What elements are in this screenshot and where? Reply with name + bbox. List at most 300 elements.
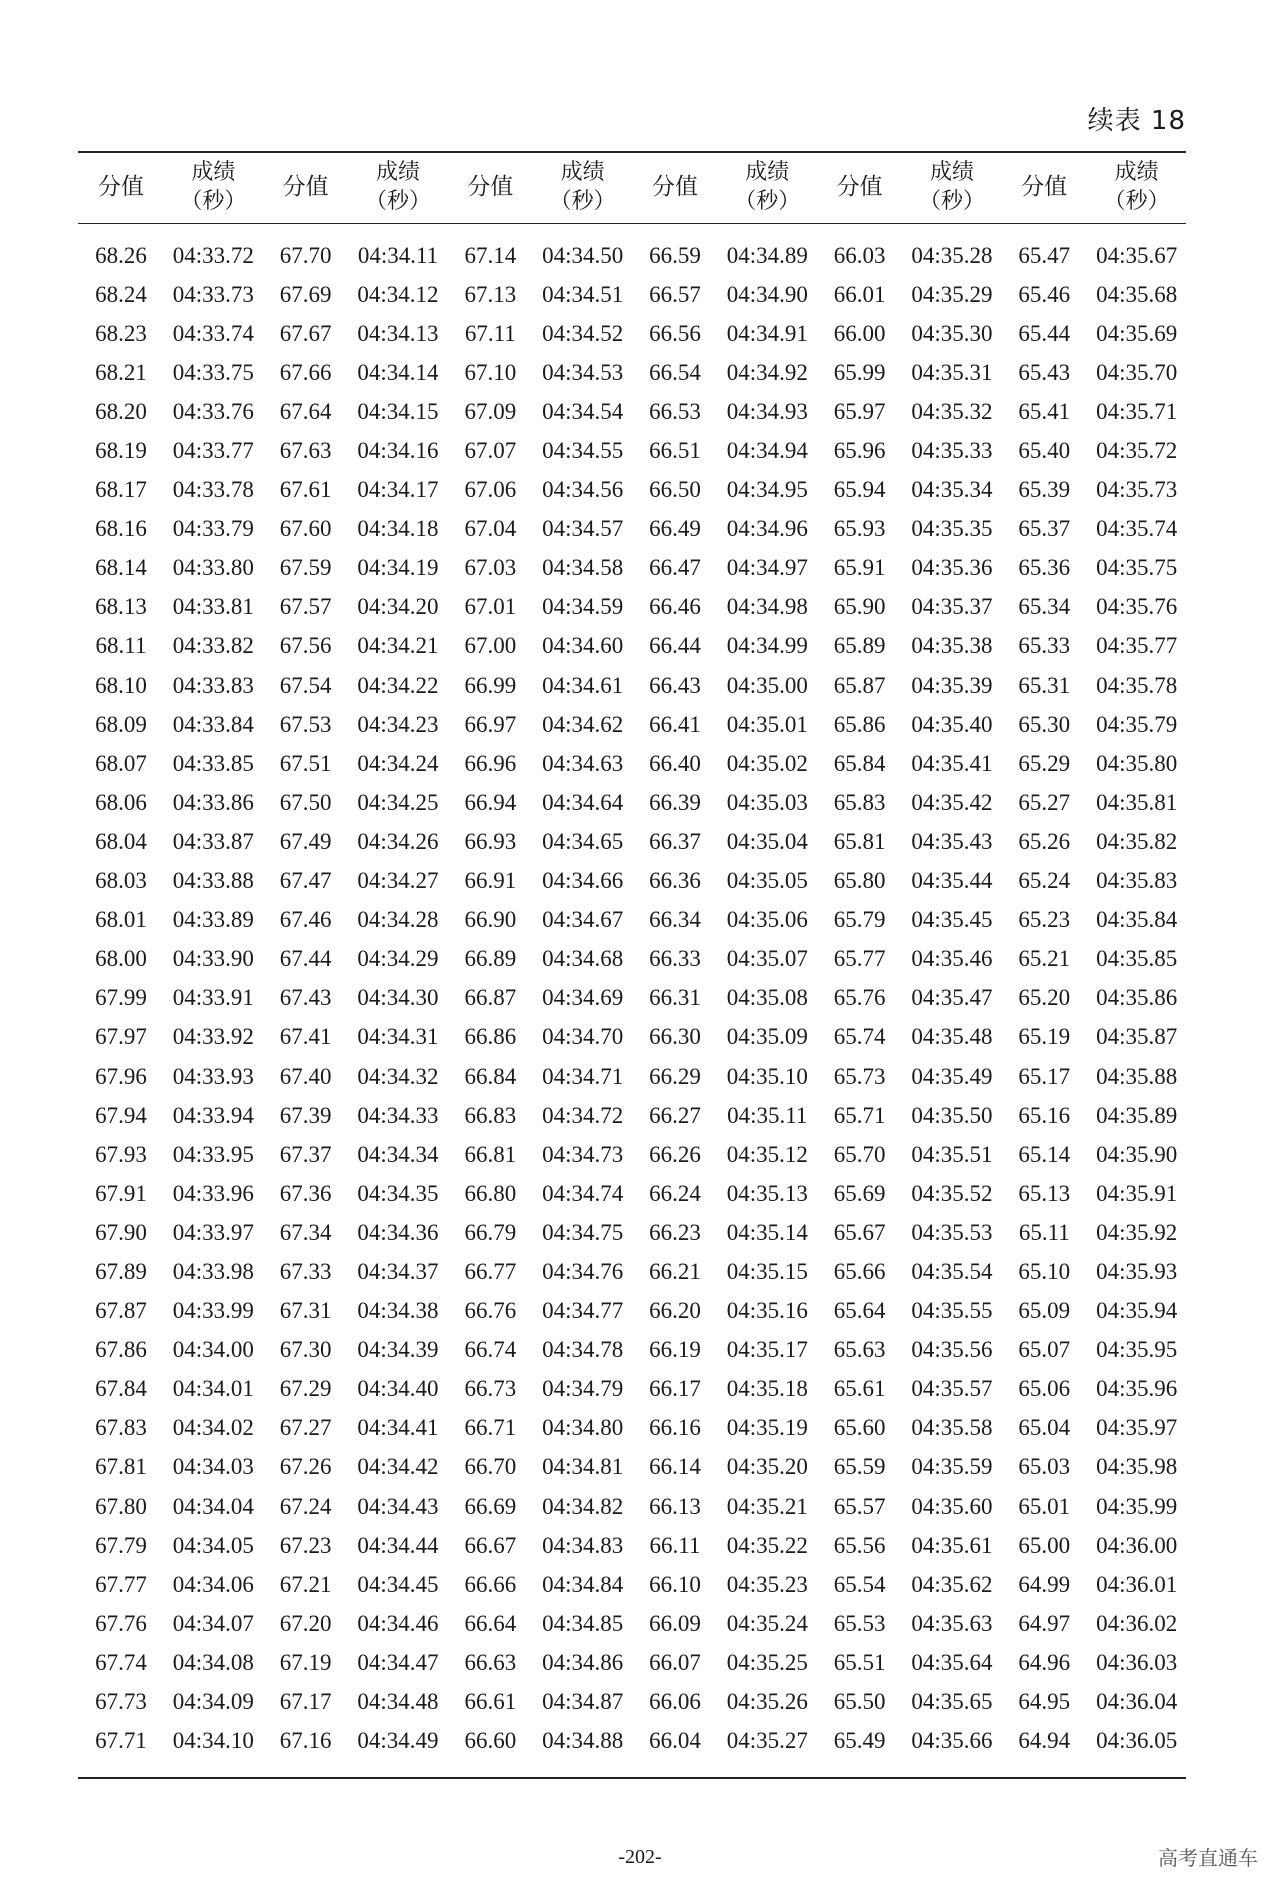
header-time-label: 成绩	[929, 160, 974, 186]
score-cell: 66.57	[649, 281, 701, 307]
score-cell: 65.71	[833, 1102, 886, 1128]
table-row	[78, 901, 1186, 940]
table-row	[78, 1135, 1186, 1174]
time-cell: 04:33.83	[172, 672, 254, 698]
time-cell: 04:35.59	[911, 1454, 993, 1480]
time-cell: 04:34.59	[542, 594, 624, 620]
time-cell: 04:34.39	[357, 1337, 439, 1363]
score-cell: 66.27	[649, 1102, 701, 1128]
score-cell: 66.60	[464, 1728, 517, 1754]
time-cell: 04:35.29	[911, 281, 993, 307]
score-cell: 67.17	[279, 1689, 332, 1715]
time-cell: 04:33.73	[172, 281, 254, 307]
score-cell: 65.64	[833, 1298, 886, 1324]
score-cell: 66.31	[649, 985, 701, 1011]
score-table	[78, 151, 1186, 1779]
score-cell: 67.97	[95, 1024, 147, 1050]
score-cell: 66.17	[649, 1376, 701, 1402]
table-row	[78, 822, 1186, 861]
score-cell: 67.80	[95, 1493, 147, 1519]
time-cell: 04:36.00	[1096, 1532, 1178, 1558]
score-cell: 66.97	[464, 711, 517, 737]
header-time	[1087, 152, 1186, 224]
table-row	[78, 1604, 1186, 1643]
table-row	[78, 471, 1186, 510]
score-cell: 66.26	[649, 1141, 701, 1167]
score-cell: 65.73	[833, 1063, 886, 1089]
score-cell: 65.99	[833, 359, 886, 385]
time-cell: 04:35.02	[726, 750, 808, 776]
time-cell: 04:35.12	[726, 1141, 808, 1167]
score-cell: 67.83	[95, 1415, 147, 1441]
score-cell: 66.07	[649, 1649, 701, 1675]
score-cell: 65.27	[1018, 789, 1071, 815]
time-cell: 04:34.21	[357, 633, 439, 659]
time-cell: 04:35.93	[1096, 1258, 1178, 1284]
time-cell: 04:35.20	[726, 1454, 808, 1480]
score-cell: 67.37	[279, 1141, 332, 1167]
time-cell: 04:35.07	[726, 946, 808, 972]
score-cell: 66.49	[649, 516, 701, 542]
page-number: -202-	[618, 1846, 662, 1868]
table-row	[78, 1252, 1186, 1291]
time-cell: 04:34.29	[357, 946, 439, 972]
score-cell: 65.80	[833, 868, 886, 894]
score-cell: 66.01	[833, 281, 886, 307]
time-cell: 04:35.91	[1096, 1180, 1178, 1206]
score-cell: 67.19	[279, 1649, 332, 1675]
header-score: 分值	[836, 174, 883, 201]
table-caption: 续表 18	[1087, 106, 1186, 136]
time-cell: 04:35.98	[1096, 1454, 1178, 1480]
time-cell: 04:35.92	[1096, 1219, 1178, 1245]
score-cell: 65.41	[1018, 398, 1071, 424]
time-cell: 04:34.65	[542, 828, 624, 854]
time-cell: 04:34.91	[726, 320, 808, 346]
score-cell: 66.11	[649, 1532, 701, 1558]
time-cell: 04:34.33	[357, 1102, 439, 1128]
time-cell: 04:35.62	[911, 1571, 993, 1597]
time-cell: 04:34.23	[357, 711, 439, 737]
score-cell: 67.57	[279, 594, 332, 620]
score-cell: 65.29	[1018, 750, 1071, 776]
score-cell: 65.70	[833, 1141, 886, 1167]
table-row	[78, 1526, 1186, 1565]
time-cell: 04:34.00	[172, 1337, 254, 1363]
time-cell: 04:34.38	[357, 1298, 439, 1324]
score-cell: 67.41	[279, 1024, 332, 1050]
score-cell: 67.66	[279, 359, 332, 385]
score-cell: 65.33	[1018, 633, 1071, 659]
score-cell: 66.23	[649, 1219, 701, 1245]
time-cell: 04:34.13	[357, 320, 439, 346]
time-cell: 04:34.57	[542, 516, 624, 542]
score-cell: 66.33	[649, 946, 701, 972]
time-cell: 04:34.14	[357, 359, 439, 385]
score-cell: 65.03	[1018, 1454, 1071, 1480]
time-cell: 04:34.19	[357, 555, 439, 581]
time-cell: 04:35.48	[911, 1024, 993, 1050]
score-cell: 65.91	[833, 555, 886, 581]
score-cell: 66.71	[464, 1415, 517, 1441]
time-cell: 04:34.01	[172, 1376, 254, 1402]
score-cell: 65.06	[1018, 1376, 1071, 1402]
score-cell: 65.24	[1018, 868, 1071, 894]
score-cell: 66.59	[649, 242, 701, 268]
header-row	[78, 152, 1186, 224]
score-cell: 65.44	[1018, 320, 1071, 346]
table-row	[78, 353, 1186, 392]
score-cell: 68.14	[95, 555, 147, 581]
score-cell: 65.13	[1018, 1180, 1071, 1206]
time-cell: 04:33.84	[172, 711, 254, 737]
score-cell: 65.46	[1018, 281, 1071, 307]
time-cell: 04:34.52	[542, 320, 624, 346]
time-cell: 04:34.43	[357, 1493, 439, 1519]
time-cell: 04:35.14	[726, 1219, 808, 1245]
time-cell: 04:35.43	[911, 828, 993, 854]
time-cell: 04:35.66	[911, 1728, 993, 1754]
time-cell: 04:33.91	[172, 985, 254, 1011]
score-cell: 65.31	[1018, 672, 1071, 698]
score-cell: 67.24	[279, 1493, 332, 1519]
time-cell: 04:35.80	[1096, 750, 1178, 776]
time-cell: 04:34.78	[542, 1337, 624, 1363]
score-cell: 66.64	[464, 1610, 517, 1636]
time-cell: 04:34.92	[726, 359, 808, 385]
time-cell: 04:35.08	[726, 985, 808, 1011]
score-cell: 67.20	[279, 1610, 332, 1636]
score-cell: 67.71	[95, 1728, 147, 1754]
score-cell: 65.97	[833, 398, 886, 424]
score-cell: 67.10	[464, 359, 517, 385]
header-score: 分值	[651, 174, 698, 201]
score-cell: 66.90	[464, 907, 517, 933]
score-cell: 66.21	[649, 1258, 701, 1284]
time-cell: 04:33.90	[172, 946, 254, 972]
score-cell: 66.16	[649, 1415, 701, 1441]
time-cell: 04:35.50	[911, 1102, 993, 1128]
time-cell: 04:35.32	[911, 398, 993, 424]
time-cell: 04:34.20	[357, 594, 439, 620]
score-cell: 66.94	[464, 789, 517, 815]
table-row	[78, 431, 1186, 470]
score-cell: 67.47	[279, 868, 332, 894]
score-cell: 66.29	[649, 1063, 701, 1089]
time-cell: 04:34.82	[542, 1493, 624, 1519]
score-cell: 66.76	[464, 1298, 517, 1324]
score-cell: 66.00	[833, 320, 886, 346]
time-cell: 04:35.51	[911, 1141, 993, 1167]
time-cell: 04:35.00	[726, 672, 808, 698]
score-cell: 66.63	[464, 1649, 517, 1675]
table-row	[78, 1682, 1186, 1721]
time-cell: 04:33.98	[172, 1258, 254, 1284]
score-cell: 66.74	[464, 1337, 517, 1363]
table-row	[78, 510, 1186, 549]
time-cell: 04:34.98	[726, 594, 808, 620]
time-cell: 04:34.83	[542, 1532, 624, 1558]
time-cell: 04:34.15	[357, 398, 439, 424]
time-cell: 04:35.35	[911, 516, 993, 542]
score-cell: 65.67	[833, 1219, 886, 1245]
time-cell: 04:33.96	[172, 1180, 254, 1206]
time-cell: 04:35.17	[726, 1337, 808, 1363]
score-cell: 66.53	[649, 398, 701, 424]
watermark: 高考直通车	[1158, 1846, 1258, 1870]
score-cell: 67.44	[279, 946, 332, 972]
time-cell: 04:35.84	[1096, 907, 1178, 933]
time-cell: 04:35.58	[911, 1415, 993, 1441]
time-cell: 04:35.87	[1096, 1024, 1178, 1050]
score-cell: 67.64	[279, 398, 332, 424]
score-cell: 67.54	[279, 672, 332, 698]
table-row	[78, 588, 1186, 627]
time-cell: 04:35.47	[911, 985, 993, 1011]
score-cell: 65.09	[1018, 1298, 1071, 1324]
score-cell: 66.93	[464, 828, 517, 854]
score-cell: 66.04	[649, 1728, 701, 1754]
score-cell: 67.56	[279, 633, 332, 659]
score-cell: 67.60	[279, 516, 332, 542]
time-cell: 04:34.73	[542, 1141, 624, 1167]
time-cell: 04:34.85	[542, 1610, 624, 1636]
score-cell: 65.50	[833, 1689, 886, 1715]
time-cell: 04:33.89	[172, 907, 254, 933]
time-cell: 04:34.66	[542, 868, 624, 894]
table-row	[78, 705, 1186, 744]
time-cell: 04:34.84	[542, 1571, 624, 1597]
score-cell: 67.40	[279, 1063, 332, 1089]
header-time	[164, 152, 263, 224]
score-cell: 65.94	[833, 477, 886, 503]
time-cell: 04:34.42	[357, 1454, 439, 1480]
table-row	[78, 314, 1186, 353]
score-cell: 67.06	[464, 477, 517, 503]
score-cell: 68.24	[95, 281, 147, 307]
header-time-unit: （秒）	[549, 189, 616, 214]
time-cell: 04:34.62	[542, 711, 624, 737]
time-cell: 04:35.25	[726, 1649, 808, 1675]
score-cell: 66.79	[464, 1219, 517, 1245]
header-time	[349, 152, 448, 224]
time-cell: 04:34.48	[357, 1689, 439, 1715]
time-cell: 04:35.72	[1096, 438, 1178, 464]
time-cell: 04:35.82	[1096, 828, 1178, 854]
time-cell: 04:35.67	[1096, 242, 1178, 268]
score-cell: 65.53	[833, 1610, 886, 1636]
time-cell: 04:35.03	[726, 789, 808, 815]
time-cell: 04:35.30	[911, 320, 993, 346]
table-row	[78, 1213, 1186, 1252]
header-time-unit: （秒）	[364, 189, 431, 214]
time-cell: 04:34.24	[357, 750, 439, 776]
score-cell: 67.07	[464, 438, 517, 464]
time-cell: 04:34.07	[172, 1610, 254, 1636]
table-row	[78, 862, 1186, 901]
header-time-unit: （秒）	[734, 189, 801, 214]
time-cell: 04:35.56	[911, 1337, 993, 1363]
time-cell: 04:34.94	[726, 438, 808, 464]
score-cell: 64.95	[1018, 1689, 1071, 1715]
header-time	[903, 152, 1002, 224]
score-cell: 65.17	[1018, 1063, 1071, 1089]
score-cell: 66.54	[649, 359, 701, 385]
time-cell: 04:34.45	[357, 1571, 439, 1597]
time-cell: 04:36.04	[1096, 1689, 1178, 1715]
score-cell: 68.26	[95, 242, 147, 268]
time-cell: 04:35.57	[911, 1376, 993, 1402]
score-cell: 65.34	[1018, 594, 1071, 620]
time-cell: 04:36.01	[1096, 1571, 1178, 1597]
score-cell: 65.63	[833, 1337, 886, 1363]
score-cell: 66.36	[649, 868, 701, 894]
score-cell: 67.16	[279, 1728, 332, 1754]
time-cell: 04:35.64	[911, 1649, 993, 1675]
time-cell: 04:35.89	[1096, 1102, 1178, 1128]
score-cell: 65.90	[833, 594, 886, 620]
score-cell: 65.43	[1018, 359, 1071, 385]
score-cell: 66.96	[464, 750, 517, 776]
score-cell: 65.37	[1018, 516, 1071, 542]
score-cell: 67.51	[279, 750, 332, 776]
time-cell: 04:35.68	[1096, 281, 1178, 307]
time-cell: 04:34.36	[357, 1219, 439, 1245]
score-cell: 65.66	[833, 1258, 886, 1284]
score-cell: 67.96	[95, 1063, 147, 1089]
score-cell: 65.16	[1018, 1102, 1071, 1128]
score-cell: 67.39	[279, 1102, 332, 1128]
score-cell: 65.60	[833, 1415, 886, 1441]
time-cell: 04:35.75	[1096, 555, 1178, 581]
score-cell: 67.34	[279, 1219, 332, 1245]
time-cell: 04:34.46	[357, 1610, 439, 1636]
score-cell: 67.46	[279, 907, 332, 933]
time-cell: 04:35.61	[911, 1532, 993, 1558]
header-score: 分值	[98, 174, 144, 201]
time-cell: 04:35.46	[911, 946, 993, 972]
time-cell: 04:35.94	[1096, 1298, 1178, 1324]
score-cell: 67.89	[95, 1258, 147, 1284]
time-cell: 04:33.76	[172, 398, 254, 424]
time-cell: 04:35.95	[1096, 1337, 1178, 1363]
time-cell: 04:34.99	[726, 633, 808, 659]
time-cell: 04:34.09	[172, 1689, 254, 1715]
time-cell: 04:34.86	[542, 1649, 624, 1675]
score-cell: 65.47	[1018, 242, 1071, 268]
score-cell: 67.70	[279, 242, 332, 268]
score-cell: 66.81	[464, 1141, 517, 1167]
header-score: 分值	[1021, 174, 1068, 201]
score-cell: 67.04	[464, 516, 517, 542]
time-cell: 04:33.94	[172, 1102, 254, 1128]
score-cell: 66.89	[464, 946, 517, 972]
score-cell: 65.07	[1018, 1337, 1071, 1363]
time-cell: 04:33.80	[172, 555, 254, 581]
time-cell: 04:33.92	[172, 1024, 254, 1050]
score-cell: 67.26	[279, 1454, 332, 1480]
time-cell: 04:34.96	[726, 516, 808, 542]
time-cell: 04:34.93	[726, 398, 808, 424]
table-row	[78, 1174, 1186, 1213]
time-cell: 04:34.55	[542, 438, 624, 464]
score-cell: 65.59	[833, 1454, 886, 1480]
score-cell: 66.20	[649, 1298, 701, 1324]
time-cell: 04:34.61	[542, 672, 624, 698]
score-cell: 65.23	[1018, 907, 1071, 933]
time-cell: 04:33.85	[172, 750, 254, 776]
score-cell: 65.87	[833, 672, 886, 698]
score-cell: 66.84	[464, 1063, 517, 1089]
time-cell: 04:34.76	[542, 1258, 624, 1284]
score-cell: 66.19	[649, 1337, 701, 1363]
time-cell: 04:35.21	[726, 1493, 808, 1519]
time-cell: 04:35.13	[726, 1180, 808, 1206]
table-body	[78, 224, 1186, 1778]
time-cell: 04:33.79	[172, 516, 254, 542]
table-row	[78, 1409, 1186, 1448]
score-cell: 65.81	[833, 828, 886, 854]
score-cell: 66.91	[464, 868, 517, 894]
score-cell: 66.86	[464, 1024, 517, 1050]
score-cell: 67.00	[464, 633, 517, 659]
time-cell: 04:35.11	[727, 1102, 808, 1128]
score-cell: 68.11	[95, 633, 147, 659]
header-time	[718, 152, 817, 224]
time-cell: 04:34.04	[172, 1493, 254, 1519]
time-cell: 04:35.31	[911, 359, 993, 385]
score-cell: 65.01	[1018, 1493, 1071, 1519]
time-cell: 04:34.26	[357, 828, 439, 854]
time-cell: 04:35.44	[911, 868, 993, 894]
table-row	[78, 979, 1186, 1018]
time-cell: 04:33.75	[172, 359, 254, 385]
time-cell: 04:35.26	[726, 1689, 808, 1715]
score-cell: 66.77	[464, 1258, 517, 1284]
score-cell: 65.56	[833, 1532, 886, 1558]
header-score: 分值	[467, 174, 514, 201]
score-cell: 67.14	[464, 242, 517, 268]
score-cell: 67.33	[279, 1258, 332, 1284]
score-cell: 66.13	[649, 1493, 701, 1519]
time-cell: 04:35.69	[1096, 320, 1178, 346]
table-row	[78, 275, 1186, 314]
time-cell: 04:34.02	[172, 1415, 254, 1441]
time-cell: 04:35.77	[1096, 633, 1178, 659]
score-cell: 66.34	[649, 907, 701, 933]
score-cell: 67.09	[464, 398, 517, 424]
score-cell: 65.86	[833, 711, 886, 737]
time-cell: 04:34.34	[357, 1141, 439, 1167]
time-cell: 04:35.83	[1096, 868, 1178, 894]
score-cell: 68.07	[95, 750, 147, 776]
score-cell: 65.00	[1018, 1532, 1071, 1558]
score-cell: 67.50	[279, 789, 332, 815]
score-cell: 66.67	[464, 1532, 517, 1558]
time-cell: 04:34.37	[357, 1258, 439, 1284]
time-cell: 04:35.34	[911, 477, 993, 503]
time-cell: 04:34.06	[172, 1571, 254, 1597]
time-cell: 04:35.38	[911, 633, 993, 659]
score-cell: 64.94	[1018, 1728, 1071, 1754]
time-cell: 04:35.53	[911, 1219, 993, 1245]
score-cell: 67.84	[95, 1376, 147, 1402]
time-cell: 04:35.52	[911, 1180, 993, 1206]
score-cell: 65.93	[833, 516, 886, 542]
time-cell: 04:33.87	[172, 828, 254, 854]
time-cell: 04:35.01	[726, 711, 808, 737]
score-cell: 65.89	[833, 633, 886, 659]
